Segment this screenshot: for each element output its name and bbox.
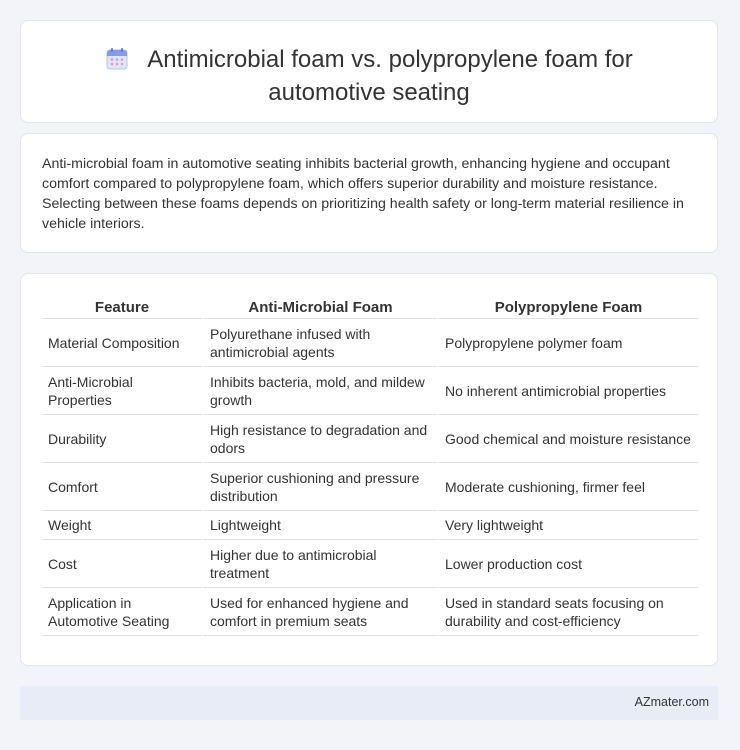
table-cell: Good chemical and moisture resistance bbox=[437, 415, 698, 463]
table-cell: Application in Automotive Seating bbox=[42, 588, 202, 636]
table-row bbox=[42, 511, 698, 540]
title-card bbox=[20, 20, 718, 123]
table-cell: Weight bbox=[42, 511, 202, 540]
table-cell: High resistance to degradation and odors bbox=[202, 415, 437, 463]
table-cell: Used for enhanced hygiene and comfort in premium seats bbox=[202, 588, 437, 636]
comparison-card bbox=[20, 273, 718, 666]
table-row bbox=[42, 540, 698, 588]
table-cell: Lightweight bbox=[202, 511, 437, 540]
table-cell: Cost bbox=[42, 540, 202, 588]
table-cell: Very lightweight bbox=[437, 511, 698, 540]
table-cell: Polyurethane infused with antimicrobial agents bbox=[202, 319, 437, 367]
calendar-icon bbox=[105, 47, 129, 78]
table-header-row bbox=[42, 296, 698, 319]
table-cell: Anti-Microbial Properties bbox=[42, 367, 202, 415]
table-row bbox=[42, 588, 698, 636]
table-cell: Inhibits bacteria, mold, and mildew growth bbox=[202, 367, 437, 415]
table-cell: Comfort bbox=[42, 463, 202, 511]
footer-brand[interactable]: AZmater.com bbox=[634, 695, 709, 709]
column-header: Anti-Microbial Foam bbox=[202, 296, 437, 319]
table-row bbox=[42, 415, 698, 463]
table-cell: Durability bbox=[42, 415, 202, 463]
table-cell: Lower production cost bbox=[437, 540, 698, 588]
page-title bbox=[21, 45, 717, 107]
footer-bar bbox=[20, 686, 718, 720]
intro-paragraph: Anti-microbial foam in automotive seating inhibits bacterial growth, enhancing hygiene and occupant comfort compared to polypropylene foam, which offers superior durability and moisture resistance. Selecting between these foams depends on prioritizing health safety or long-term material resilience in vehicle interiors. bbox=[42, 156, 684, 232]
table-cell: Used in standard seats focusing on durability and cost-efficiency bbox=[437, 588, 698, 636]
table-cell: Higher due to antimicrobial treatment bbox=[202, 540, 437, 588]
table-row bbox=[42, 463, 698, 511]
table-cell: Material Composition bbox=[42, 319, 202, 367]
table-row bbox=[42, 319, 698, 367]
table-cell: Moderate cushioning, firmer feel bbox=[437, 463, 698, 511]
column-header: Feature bbox=[42, 296, 202, 319]
title-line-1: Antimicrobial foam vs. polypropylene foam for bbox=[147, 46, 633, 73]
table-cell: Superior cushioning and pressure distribution bbox=[202, 463, 437, 511]
table-cell: Polypropylene polymer foam bbox=[437, 319, 698, 367]
column-header: Polypropylene Foam bbox=[437, 296, 698, 319]
comparison-table bbox=[42, 296, 698, 636]
title-line-2: automotive seating bbox=[268, 79, 470, 106]
table-row bbox=[42, 367, 698, 415]
table-cell: No inherent antimicrobial properties bbox=[437, 367, 698, 415]
intro-card bbox=[20, 133, 718, 253]
